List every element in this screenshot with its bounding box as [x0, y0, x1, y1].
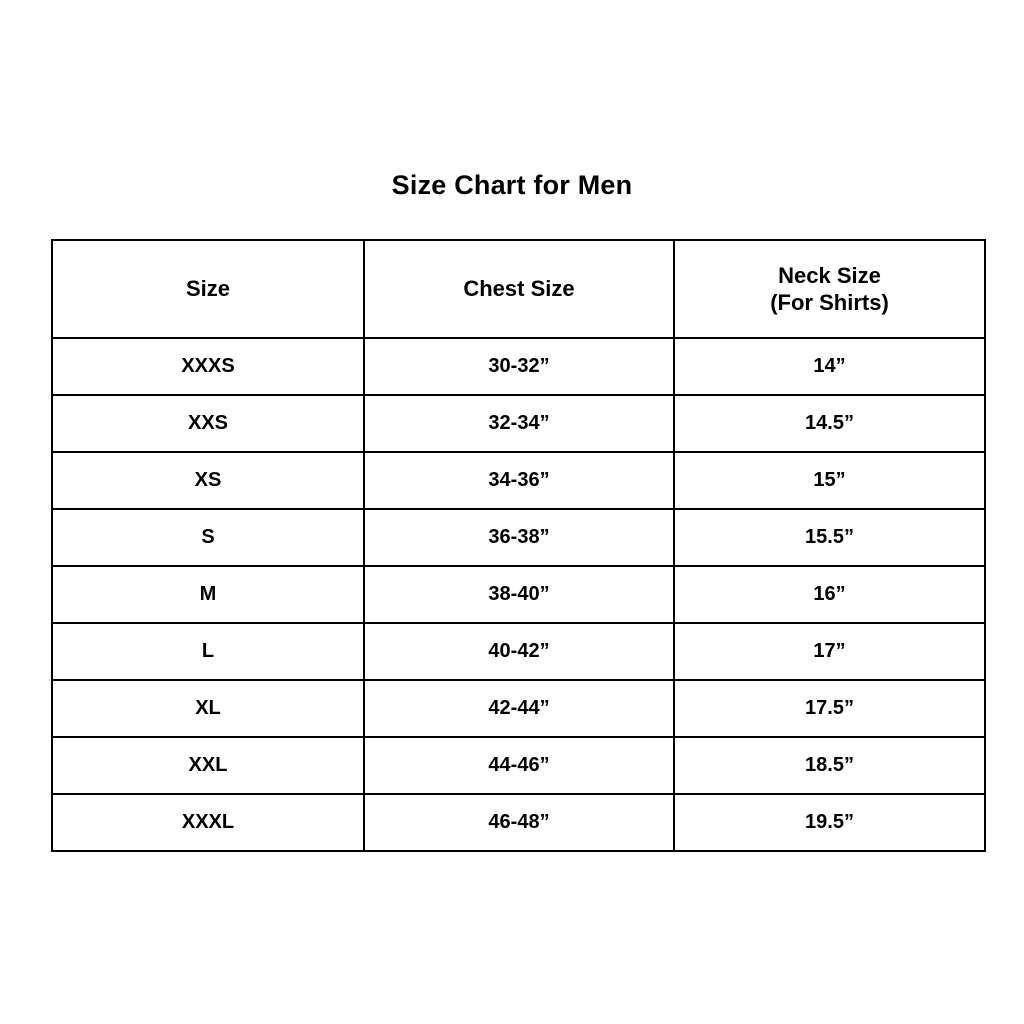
cell-neck: 15.5” [674, 509, 985, 566]
column-header-neck-sublabel: (For Shirts) [770, 290, 889, 315]
size-chart-table [51, 239, 986, 852]
cell-neck: 17.5” [674, 680, 985, 737]
table-row [52, 794, 985, 851]
cell-chest: 38-40” [364, 566, 674, 623]
cell-neck: 15” [674, 452, 985, 509]
cell-chest: 30-32” [364, 338, 674, 395]
column-header-neck [674, 240, 985, 338]
column-header-chest-label: Chest Size [463, 276, 575, 302]
cell-chest: 32-34” [364, 395, 674, 452]
cell-size: XXXS [52, 338, 364, 395]
table-row [52, 395, 985, 452]
cell-size: XXL [52, 737, 364, 794]
table-row [52, 338, 985, 395]
cell-neck: 14.5” [674, 395, 985, 452]
table-row [52, 680, 985, 737]
cell-neck: 16” [674, 566, 985, 623]
page-title: Size Chart for Men [391, 170, 633, 200]
cell-size: XXXL [52, 794, 364, 851]
column-header-size-label: Size [185, 276, 231, 302]
table-row [52, 737, 985, 794]
cell-neck: 14” [674, 338, 985, 395]
column-header-size [52, 240, 364, 338]
table-row [52, 509, 985, 566]
cell-neck: 19.5” [674, 794, 985, 851]
table-row [52, 566, 985, 623]
cell-chest: 46-48” [364, 794, 674, 851]
cell-size: S [52, 509, 364, 566]
cell-chest: 34-36” [364, 452, 674, 509]
cell-chest: 36-38” [364, 509, 674, 566]
column-header-neck-label: Neck Size [778, 262, 881, 288]
table-header-row [52, 240, 985, 338]
cell-size: M [52, 566, 364, 623]
cell-size: XXS [52, 395, 364, 452]
cell-size: XL [52, 680, 364, 737]
column-header-chest [364, 240, 674, 338]
cell-chest: 40-42” [364, 623, 674, 680]
cell-chest: 44-46” [364, 737, 674, 794]
cell-neck: 17” [674, 623, 985, 680]
table-row [52, 452, 985, 509]
cell-chest: 42-44” [364, 680, 674, 737]
cell-size: L [52, 623, 364, 680]
cell-neck: 18.5” [674, 737, 985, 794]
cell-size: XS [52, 452, 364, 509]
table-row [52, 623, 985, 680]
